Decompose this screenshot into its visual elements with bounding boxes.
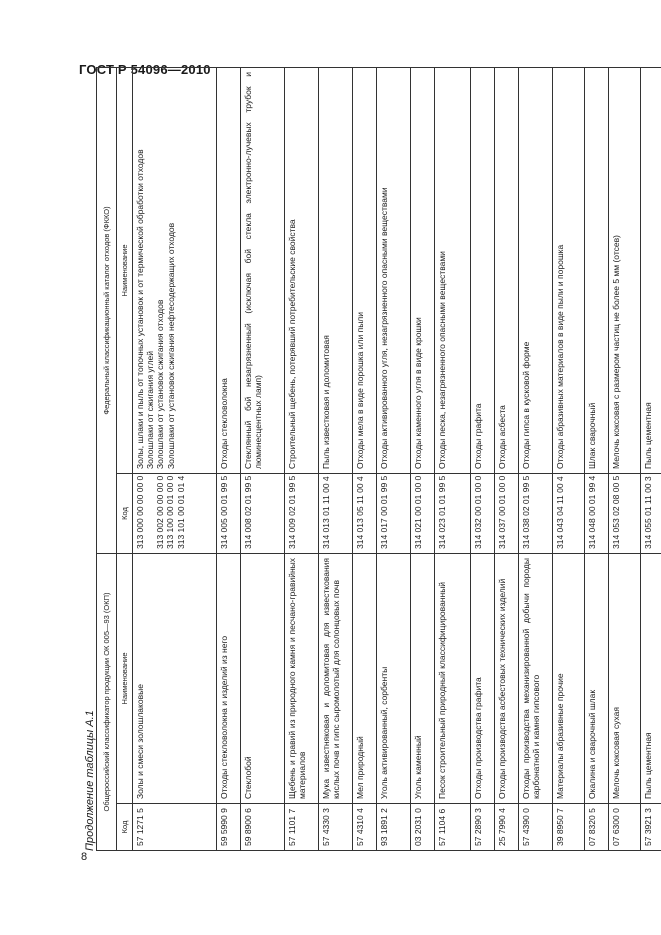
okp-name-cell: Отходы производства асбестовых технических изделий [495, 553, 519, 803]
okp-code-header: Код [117, 804, 133, 851]
table-row [471, 67, 495, 850]
okp-code-cell: 39 8950 7 [553, 804, 585, 851]
fkko-code-line: 313 002 00 00 00 0 [155, 475, 166, 549]
fkko-code-cell: 314 009 02 01 99 5 [285, 473, 319, 553]
fkko-name-cell: Пыль цементная [641, 67, 661, 473]
fkko-code-cell: 314 021 00 01 00 0 [411, 473, 435, 553]
table-row [319, 67, 353, 850]
okp-name-cell: Золы и смеси золошлаковые [133, 553, 217, 803]
table-row [285, 67, 319, 850]
okp-code-cell: 03 2031 0 [411, 804, 435, 851]
page-number: 8 [81, 851, 88, 863]
okp-code-cell: 59 8900 6 [241, 804, 285, 851]
fkko-code-cell: 314 005 00 01 99 5 [217, 473, 241, 553]
fkko-code-cell: 314 038 02 01 99 5 [519, 473, 553, 553]
fkko-name-line: Золошлаки от установок сжигания нефтесодержащих отходов [165, 222, 176, 469]
fkko-code-header: Код [117, 473, 133, 553]
okp-code-cell: 57 1271 5 [133, 804, 217, 851]
okp-name-cell: Щебень и гравий из природного камня и песчано-гравийных материалов [285, 553, 319, 803]
okp-name-cell: Стеклобой [241, 553, 285, 803]
fkko-name-cell: Отходы гипса в кусковой форме [519, 67, 553, 473]
fkko-code-cell: 314 037 00 01 00 0 [495, 473, 519, 553]
okp-name-cell: Мелочь коксовая сухая [609, 553, 641, 803]
fkko-code-cell: 314 032 00 01 00 0 [471, 473, 495, 553]
okp-code-cell: 57 4390 0 [519, 804, 553, 851]
okp-code-cell: 57 1101 7 [285, 804, 319, 851]
okp-name-header: Наименование [117, 553, 133, 803]
fkko-code-line: 313 000 00 00 00 0 [135, 475, 145, 549]
table-row [411, 67, 435, 850]
okp-code-cell: 57 4310 4 [353, 804, 377, 851]
fkko-name-cell: Отходы стекловолокна [217, 67, 241, 473]
fkko-name-cell: Шлак сварочный [585, 67, 609, 473]
fkko-code-cell: 314 008 02 01 99 5 [241, 473, 285, 553]
fkko-name-cell: Отходы асбеста [495, 67, 519, 473]
table-row [495, 67, 519, 850]
okp-name-cell: Окалина и сварочный шлак [585, 553, 609, 803]
fkko-name-line: Золошлаки от установок сжигания отходов [155, 299, 166, 469]
table-row [641, 67, 661, 850]
fkko-name-cell [133, 67, 217, 473]
okp-name-cell: Уголь каменный [411, 553, 435, 803]
fkko-name-cell: Мелочь коксовая с размером частиц не более 5 мм (отсев) [609, 67, 641, 473]
okp-name-cell: Материалы абразивные прочие [553, 553, 585, 803]
okp-code-cell: 25 7990 4 [495, 804, 519, 851]
table-row [377, 67, 411, 850]
table-row [353, 67, 377, 850]
table-row [217, 67, 241, 850]
rotated-table-area [84, 68, 653, 851]
table-caption: Продолжение таблицы А.1 [84, 710, 96, 851]
fkko-name-line: Золы, шлаки и пыль от топочных установок и от термической обработки отходов [135, 149, 145, 469]
fkko-code-cell: 314 013 05 11 00 4 [353, 473, 377, 553]
okp-name-cell: Отходы производства механизированной добычи породы карбонатной и камня гипсового [519, 553, 553, 803]
fkko-name-cell: Отходы каменного угля в виде крошки [411, 67, 435, 473]
fkko-code-cell: 314 043 04 11 00 4 [553, 473, 585, 553]
okp-name-cell: Мука известняковая и доломитовая для известкования кислых почв и гипс сыромолотый для солонцовых почв [319, 553, 353, 803]
fkko-name-cell: Отходы мела в виде порошка или пыли [353, 67, 377, 473]
okp-group-header: Общероссийский классификатор продукции ОК 005—93 (ОКП) [97, 553, 117, 850]
okp-code-cell: 57 1104 6 [435, 804, 471, 851]
classification-table [96, 67, 661, 851]
fkko-code-cell: 314 048 00 01 99 4 [585, 473, 609, 553]
fkko-code-cell: 314 053 02 08 00 5 [609, 473, 641, 553]
okp-name-cell: Отходы производства графита [471, 553, 495, 803]
okp-name-cell: Пыль цементная [641, 553, 661, 803]
table-row [519, 67, 553, 850]
okp-code-cell: 93 1891 2 [377, 804, 411, 851]
okp-name-cell: Песок строительный природный классифицированный [435, 553, 471, 803]
table-row [133, 67, 217, 850]
okp-code-cell: 59 5990 9 [217, 804, 241, 851]
fkko-code-cell: 314 013 01 11 00 4 [319, 473, 353, 553]
okp-name-cell: Уголь активированный, сорбенты [377, 553, 411, 803]
fkko-code-line: 313 100 00 01 00 0 [165, 475, 176, 549]
okp-name-cell: Отходы стекловолокна и изделий из него [217, 553, 241, 803]
fkko-name-cell: Пыль известковая и доломитовая [319, 67, 353, 473]
fkko-code-line: 313 101 00 01 01 4 [175, 475, 186, 549]
table-row [553, 67, 585, 850]
table-row [609, 67, 641, 850]
fkko-name-cell: Отходы песка, незагрязненного опасными веществами [435, 67, 471, 473]
fkko-name-cell: Строительный щебень, потерявший потребительские свойства [285, 67, 319, 473]
fkko-code-cell: 314 017 00 01 99 5 [377, 473, 411, 553]
okp-code-cell: 07 8320 5 [585, 804, 609, 851]
okp-code-cell: 57 4330 3 [319, 804, 353, 851]
fkko-code-cell: 314 055 01 11 00 3 [641, 473, 661, 553]
fkko-group-header: Федеральный классификационный каталог отходов (ФККО) [97, 67, 117, 553]
fkko-name-line: Золошлаки от сжигания углей [145, 350, 156, 469]
table-row [241, 67, 285, 850]
fkko-name-header: Наименование [117, 67, 133, 473]
fkko-name-cell: Отходы графита [471, 67, 495, 473]
fkko-name-cell: Отходы активированного угля, незагрязненного опасными веществами [377, 67, 411, 473]
fkko-code-cell [133, 473, 217, 553]
okp-name-cell: Мел природный [353, 553, 377, 803]
table-row [435, 67, 471, 850]
table-row [585, 67, 609, 850]
fkko-name-cell: Отходы абразивных материалов в виде пыли и порошка [553, 67, 585, 473]
okp-code-cell: 57 3921 3 [641, 804, 661, 851]
okp-code-cell: 07 6300 0 [609, 804, 641, 851]
document-title: ГОСТ Р 54096—2010 [79, 62, 211, 77]
fkko-code-cell: 314 023 01 01 99 5 [435, 473, 471, 553]
fkko-name-cell: Стеклянный бой незагрязненный (исключая бой стекла электронно-лучевых трубок и люминесцентных ламп) [241, 67, 285, 473]
okp-code-cell: 57 2890 3 [471, 804, 495, 851]
